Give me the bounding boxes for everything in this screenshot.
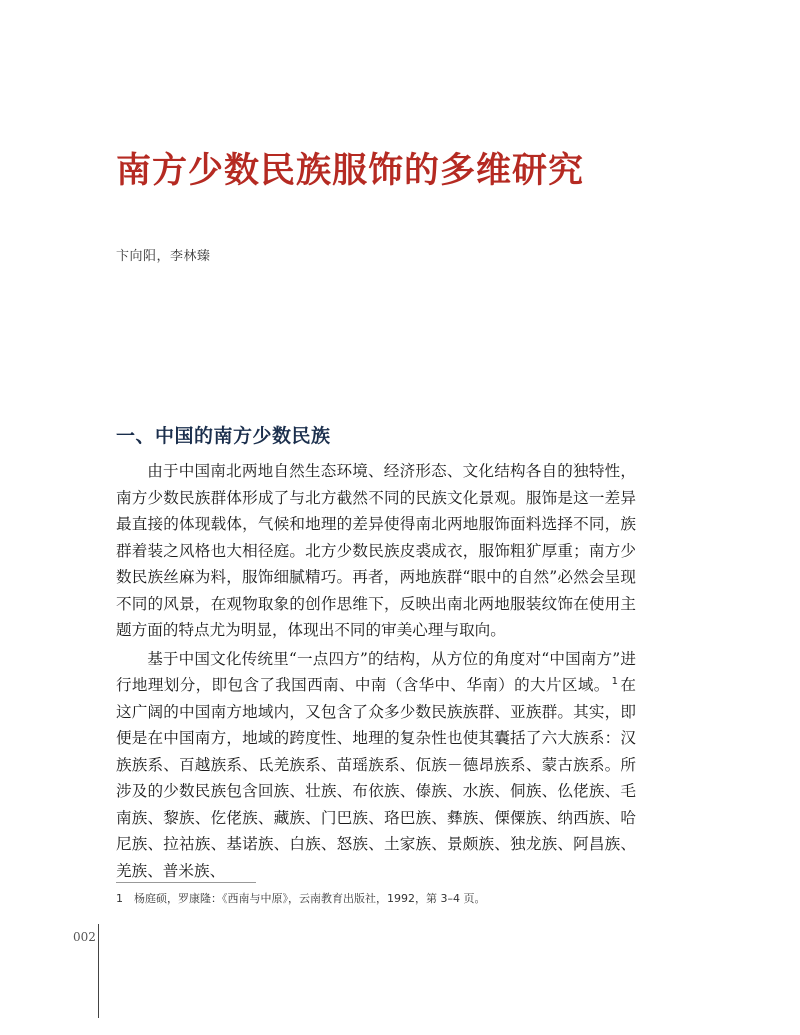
paragraph-2-text-before: 基于中国文化传统里“一点四方”的结构，从方位的角度对“中国南方”进行地理划分，即包含了我国西南、中南（含华中、华南）的大片区域。 <box>116 649 636 694</box>
footnote-text: 杨庭硕，罗康隆：《西南与中原》，云南教育出版社，1992，第 3–4 页。 <box>134 892 486 905</box>
body-text <box>116 458 636 886</box>
page-title: 南方少数民族服饰的多维研究 <box>116 150 585 191</box>
footnote-number: 1 <box>116 892 123 905</box>
paragraph-1: 由于中国南北两地自然生态环境、经济形态、文化结构各自的独特性，南方少数民族群体形成了与北方截然不同的民族文化景观。服饰是这一差异最直接的体现载体，气候和地理的差异使得南北两地服饰面料选择不同，族群着装之风格也大相径庭。北方少数民族皮裘成衣，服饰粗犷厚重；南方少数民族丝麻为料，服饰细腻精巧。再者，两地族群“眼中的自然”必然会呈现不同的风景，在观物取象的创作思维下，反映出南北两地服装纹饰在使用主题方面的特点尤为明显，体现出不同的审美心理与取向。 <box>116 462 636 639</box>
margin-rule <box>98 924 99 1018</box>
footnote <box>116 890 636 906</box>
footnote-reference[interactable]: 1 <box>611 675 619 687</box>
page-number: 002 <box>73 930 96 944</box>
section-heading: 一、中国的南方少数民族 <box>116 425 331 447</box>
authors: 卞向阳，李林臻 <box>116 249 211 264</box>
paragraph-2-text-after: 在这广阔的中国南方地域内，又包含了众多少数民族族群、亚族群。其实，即便是在中国南方，地域的跨度性、地理的复杂性也使其囊括了六大族系：汉族族系、百越族系、氐羌族系、苗瑶族系、佤族－德昂族系、蒙古族系。所涉及的少数民族包含回族、壮族、布依族、傣族、水族、侗族、仫佬族、毛南族、黎族、仡佬族、藏族、门巴族、珞巴族、彝族、傈僳族、纳西族、哈尼族、拉祜族、基诺族、白族、怒族、土家族、景颇族、独龙族、阿昌族、羌族、普米族、 <box>116 676 636 880</box>
paragraph-2 <box>116 646 636 885</box>
footnote-divider <box>116 882 256 883</box>
